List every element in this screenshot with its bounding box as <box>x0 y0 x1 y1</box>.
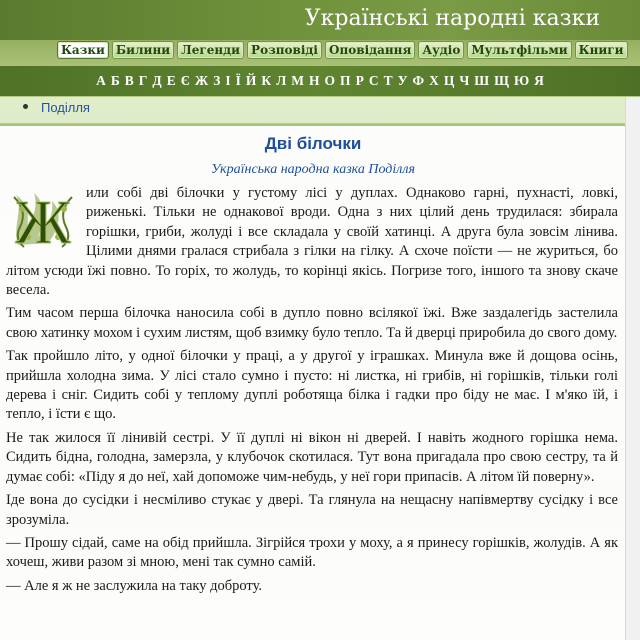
nav-tab-lehendy[interactable]: Легенди <box>177 41 244 59</box>
alphabet-letter[interactable]: Д <box>152 73 162 88</box>
page-scrollbar[interactable] <box>625 97 640 640</box>
alphabet-letter[interactable]: Ш <box>474 73 490 88</box>
alphabet-letter[interactable]: В <box>124 73 134 88</box>
alphabet-letter[interactable]: Й <box>245 73 257 88</box>
story-paragraph: Не так жилося її лінивій сестрі. У її дуплі ні вікон ні дверей. І навіть жодного горішка нема. Сидить бідна, голодна, замерзла, у клубочок скотилася. Тут вона пригадала про свою сестру, та й думає собі: «Піду я до неї, хай допоможе чим-небудь, у неї гори припасів. А літом їй поверну». <box>6 429 618 485</box>
alphabet-letter[interactable]: Ф <box>412 73 425 88</box>
alphabet-letter[interactable]: У <box>397 73 408 88</box>
alphabet-letter[interactable]: К <box>261 73 272 88</box>
alphabet-letter[interactable]: Я <box>534 73 544 88</box>
alphabet-letter[interactable]: З <box>213 73 221 88</box>
story-paragraph: Іде вона до сусідки і несміливо стукає у двері. Та глянула на нещасну напівмертву сусідку і все зрозуміла. <box>6 492 618 528</box>
story-paragraph: — Але я ж не заслужила на таку доброту. <box>6 577 262 594</box>
alphabet-letter[interactable]: Г <box>138 73 148 88</box>
alphabet-letter[interactable]: Ц <box>443 73 455 88</box>
alphabet-letter[interactable]: Т <box>383 73 393 88</box>
alphabet-letter[interactable]: Л <box>276 73 287 88</box>
bullet-icon <box>23 104 28 109</box>
breadcrumb-link-podillia[interactable]: Поділля <box>41 100 90 115</box>
alphabet-letter[interactable]: О <box>324 73 336 88</box>
alphabet-letter[interactable]: І <box>225 73 231 88</box>
main-nav <box>57 41 628 59</box>
site-title[interactable]: Українські народні казки <box>304 6 600 31</box>
dropcap-letter: Ж <box>15 189 71 253</box>
nav-tab-byliny[interactable]: Билини <box>112 41 174 59</box>
nav-tab-audio[interactable]: Аудіо <box>418 41 464 59</box>
site-header <box>0 0 640 40</box>
alphabet-index <box>0 66 640 96</box>
nav-tab-kazky[interactable]: Казки <box>57 41 109 59</box>
story-paragraph: Тим часом перша білочка наносила собі в дупло повно всілякої їжі. Вже заздалегідь застелила свою хатинку мохом і сухим листям, щоб взимку було тепло. Та й дверці приробила до свого дому. <box>6 305 618 341</box>
nav-tab-multfilmy[interactable]: Мультфільми <box>467 41 571 59</box>
alphabet-letter[interactable]: Б <box>110 73 120 88</box>
alphabet-letter[interactable]: Ю <box>513 73 530 88</box>
ornamental-dropcap-image <box>8 187 78 253</box>
alphabet-letter[interactable]: Ч <box>459 73 470 88</box>
story-subtitle: Українська народна казка Поділля <box>210 162 415 177</box>
alphabet-letter[interactable]: Н <box>309 73 320 88</box>
alphabet-letter[interactable]: Є <box>180 73 190 88</box>
nav-tab-rozpovidi[interactable]: Розповіді <box>247 41 322 59</box>
story-title: Дві білочки <box>264 134 362 153</box>
nav-tab-opovidannia[interactable]: Оповідання <box>325 41 415 59</box>
story-paragraph: — Прошу сідай, саме на обід прийшла. Зігрійся трохи у моху, а я принесу горішків, жолудів. А як хочеш, живи разом зі мною, мені так сумно самій. <box>6 534 618 571</box>
alphabet-letter[interactable]: Р <box>355 73 364 88</box>
story-content <box>0 126 626 640</box>
alphabet-letter[interactable]: П <box>340 73 351 88</box>
story-paragraph: или собі дві білочки у густому лісі у дуплах. Однаково гарні, пухнасті, ловкі, риженькі. Тільки не однакової вроди. Одна з них цілий день трудилася: збирала горішки, гриби, жолуді і все складала у своїй хатинці. А друга була зовсім лінива. Цілими днями гралася стрибала з гілки на гілку. А схоче поїсти — не журиться, бо літом усюди їжі повно. То горіх, то жолудь, то корінці якісь. Погризе того, іншого та знову скаче весела. <box>6 185 618 299</box>
alphabet-letter[interactable]: М <box>291 73 305 88</box>
breadcrumb <box>0 97 626 124</box>
nav-tab-knyhy[interactable]: Книги <box>575 41 628 59</box>
alphabet-letter[interactable]: Е <box>166 73 176 88</box>
alphabet-letter[interactable]: Ї <box>235 73 241 88</box>
alphabet-letter[interactable]: Х <box>429 73 439 88</box>
alphabet-letter[interactable]: А <box>96 73 106 88</box>
alphabet-letter[interactable]: Ж <box>194 73 209 88</box>
story-paragraph: Так пройшло літо, у одної білочки у праці, а у другої у іграшках. Минула вже й дощова осінь, прийшла холодна зима. У лісі стало сумно і пусто: ні листка, ні грибів, ні горішків, тільки голі дерева і сніг. Сидить собі у теплому дуплі роботяща білка і гадки про біду не має. І м'яко їй, і тепло, і їсти є що. <box>6 348 618 423</box>
alphabet-letter[interactable]: Щ <box>494 73 509 88</box>
alphabet-letter[interactable]: С <box>368 73 379 88</box>
story-text <box>0 184 626 596</box>
